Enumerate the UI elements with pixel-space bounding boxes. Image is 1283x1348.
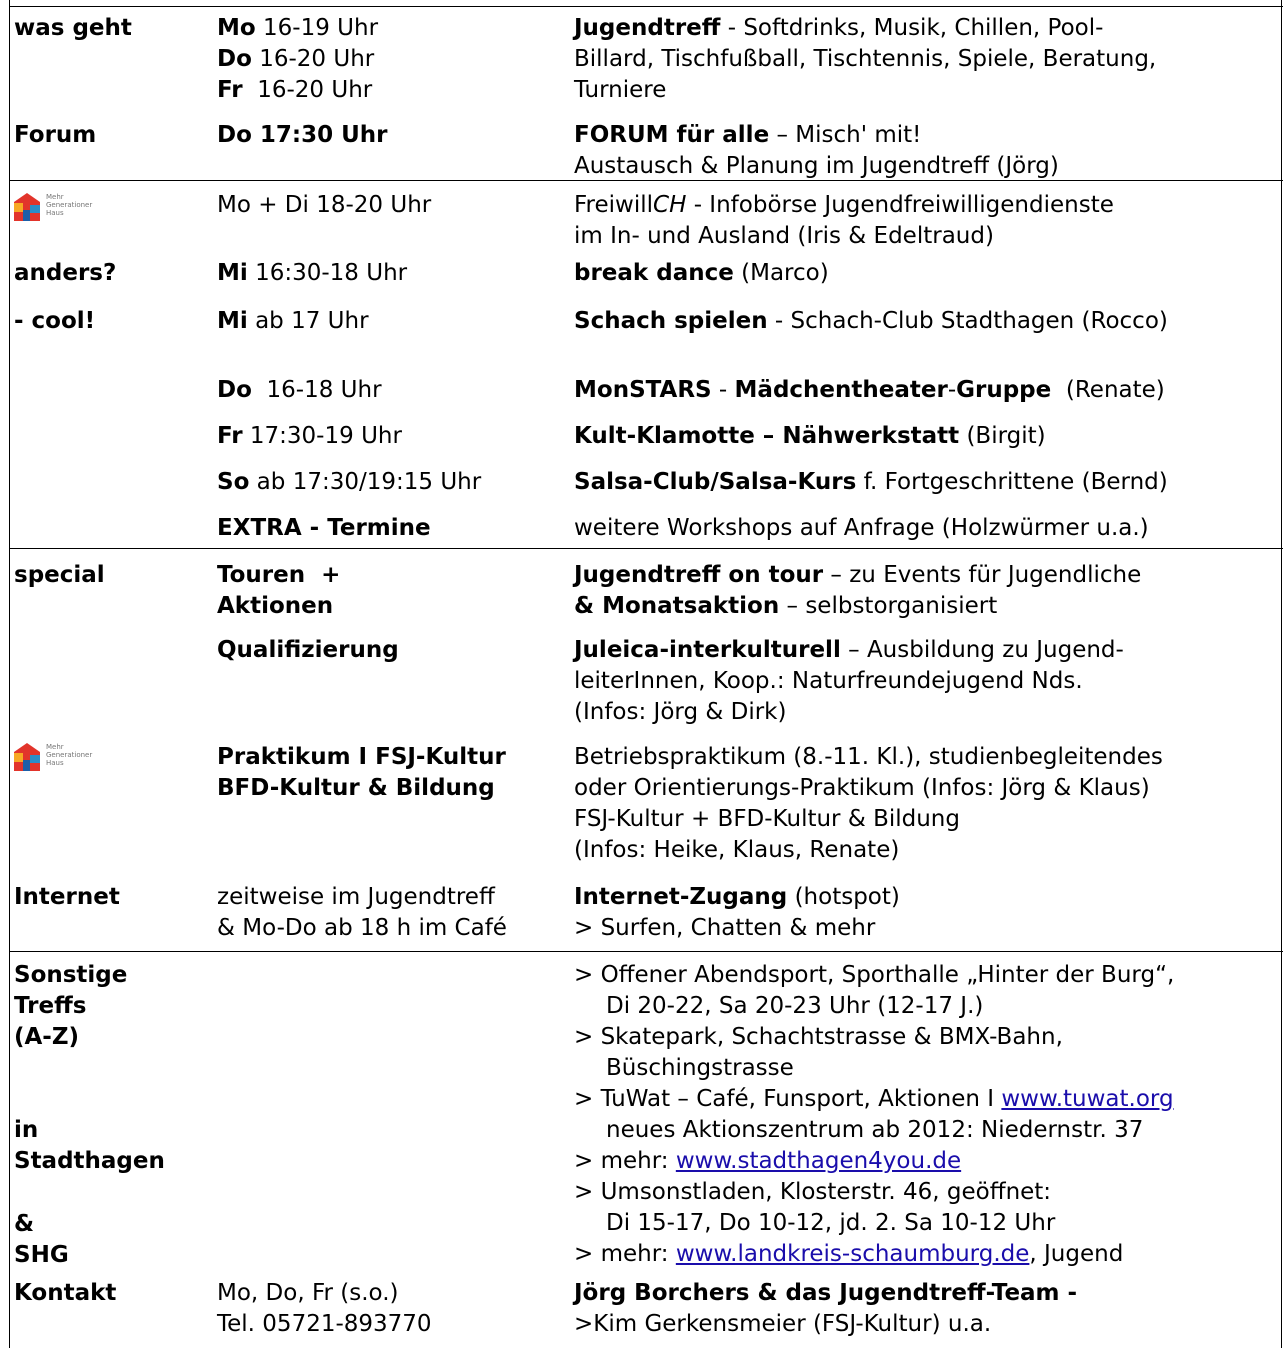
text: – zu Events für Jugendliche [823,562,1142,588]
text: – selbstorganisiert [779,593,998,619]
row-label [14,1115,204,1177]
label-line: SHG [14,1242,69,1268]
schedule: Do 17:30 Uhr [217,122,388,148]
list-item: > TuWat – Café, Funsport, Aktionen I [574,1086,1002,1112]
description [574,421,1279,452]
description [574,258,1279,289]
section-jugendtreff [0,7,1283,180]
desc-line: – Misch' mit! [769,122,922,148]
text: - Schach-Club Stadthagen (Rocco) [767,308,1168,334]
desc-line: Betriebspraktikum (8.-11. Kl.), studienbegleitendes [574,744,1163,770]
row-label [14,960,204,1053]
schedule [217,560,562,622]
time: 16-19 Uhr [263,15,379,41]
text: & Mo-Do ab 18 h im Café [217,915,507,941]
stadthagen4you-link[interactable]: www.stadthagen4you.de [675,1148,962,1174]
title: Salsa-Club/Salsa-Kurs [574,469,857,495]
text: f. Fortgeschrittene (Bernd) [856,469,1168,495]
list-item: > Offener Abendsport, Sporthalle „Hinter der Burg“, [574,962,1175,988]
title: break dance [574,260,734,286]
label-line: (A-Z) [14,1024,80,1050]
text: - Infobörse Jugendfreiwilligendienste [686,192,1114,218]
desc-line: Turniere [574,77,667,103]
logo-line: Mehr [46,193,64,201]
title: Juleica-interkulturell [574,637,841,663]
list-item: > Umsonstladen, Klosterstr. 46, geöffnet: [574,1179,1052,1205]
description [574,13,1279,106]
text: CH [653,192,687,218]
house-icon [14,743,40,771]
schedule: Mo + Di 18-20 Uhr [217,192,432,218]
day-fr: Fr [217,77,243,103]
row-label: Internet [14,884,120,910]
text: - [711,377,735,403]
description [574,742,1279,866]
list-item: Di 15-17, Do 10-12, jd. 2. Sa 10-12 Uhr [606,1210,1056,1236]
desc-line: > Surfen, Chatten & mehr [574,915,876,941]
desc-line: Austausch & Planung im Jugendtreff (Jörg) [574,153,1059,179]
time: 17:30-19 Uhr [242,423,402,449]
desc-line: Billard, Tischfußball, Tischtennis, Spiele, Beratung, [574,46,1157,72]
title: Mädchentheater [734,377,948,403]
label-line: Treffs [14,993,87,1019]
desc-line: FSJ-Kultur + BFD-Kultur & Bildung [574,806,960,832]
label-line: & [14,1211,35,1237]
desc-line: >Kim Gerkensmeier (FSJ-Kultur) u.a. [574,1311,992,1337]
mehrgenerationenhaus-logo [14,193,92,221]
schedule [217,742,562,804]
list-item: > mehr: [574,1148,676,1174]
text: (Renate) [1051,377,1165,403]
schedule [217,1278,562,1340]
time: 16-18 Uhr [251,377,382,403]
logo-line: Haus [46,209,64,217]
text: BFD-Kultur & Bildung [217,775,495,801]
time: ab 17:30/19:15 Uhr [249,469,482,495]
mehrgenerationenhaus-logo [14,743,92,771]
row-label: special [14,562,105,588]
day-mo: Mo [217,15,256,41]
list-item: neues Aktionszentrum ab 2012: Niedernstr. 37 [606,1117,1144,1143]
description [574,190,1279,252]
landkreis-link[interactable]: www.landkreis-schaumburg.de [675,1241,1030,1267]
description [574,635,1279,728]
title: FORUM für alle [574,122,770,148]
text: Mo, Do, Fr (s.o.) [217,1280,399,1306]
title: Kult-Klamotte – Nähwerkstatt [574,423,960,449]
list-item: , Jugend [1029,1241,1124,1267]
schedule [217,13,562,106]
row-label: - cool! [14,308,96,334]
title: Jörg Borchers & das Jugendtreff-Team - [574,1280,1078,1306]
title: Jugendtreff [574,15,721,41]
schedule [217,375,562,406]
title: Internet-Zugang [574,884,788,910]
desc-line: leiterInnen, Koop.: Naturfreundejugend Nds. [574,668,1083,694]
schedule: EXTRA - Termine [217,515,431,541]
tuwat-link[interactable]: www.tuwat.org [1001,1086,1174,1112]
logo-text [46,193,92,217]
text: zeitweise im Jugendtreff [217,884,495,910]
text: (Marco) [733,260,829,286]
row-label [14,1209,204,1271]
phone: Tel. 05721-893770 [217,1311,432,1337]
desc-line: oder Orientierungs-Praktikum (Infos: Jörg & Klaus) [574,775,1150,801]
day: Mi [217,260,248,286]
title: Schach spielen [574,308,768,334]
row-label: Forum [14,122,97,148]
text: - [947,377,957,403]
title: Gruppe [956,377,1052,403]
section-workshops [0,181,1283,548]
list-item: > Skatepark, Schachtstrasse & BMX-Bahn, [574,1024,1063,1050]
day: Mi [217,308,248,334]
logo-line: Generationer [46,201,93,209]
text: – Ausbildung zu Jugend- [840,637,1124,663]
description [574,375,1279,406]
row-label: Kontakt [14,1280,117,1306]
schedule [217,467,562,498]
title: Jugendtreff on tour [574,562,824,588]
schedule [217,258,562,289]
row-label: anders? [14,260,117,286]
section-sonstige [0,952,1283,1348]
schedule [217,421,562,452]
list-item: Büschingstrasse [606,1055,794,1081]
row-label: was geht [14,15,132,41]
text: (hotspot) [787,884,900,910]
time: 16-20 Uhr [257,77,373,103]
label-line: Sonstige [14,962,128,988]
logo-line: Generationer [46,751,93,759]
description [574,467,1279,498]
day: So [217,469,250,495]
label-line: in [14,1117,39,1143]
day: Fr [217,423,243,449]
text: Freiwill [574,192,654,218]
text: Touren + [217,562,341,588]
text: Aktionen [217,593,334,619]
text: Praktikum I FSJ-Kultur [217,744,506,770]
logo-line: Mehr [46,743,64,751]
logo-line: Haus [46,759,64,767]
logo-text [46,743,92,767]
section-special [0,549,1283,951]
desc-line: im In- und Ausland (Iris & Edeltraud) [574,223,994,249]
desc-line: (Infos: Heike, Klaus, Renate) [574,837,900,863]
text: (Birgit) [959,423,1046,449]
day-do: Do [217,46,252,72]
label-line: Stadthagen [14,1148,165,1174]
time: ab 17 Uhr [247,308,369,334]
schedule [217,306,562,337]
list-item: Di 20-22, Sa 20-23 Uhr (12-17 J.) [606,993,984,1019]
schedule [217,882,562,944]
title: & Monatsaktion [574,593,780,619]
time: 16-20 Uhr [259,46,375,72]
description [574,882,1279,944]
house-icon [14,193,40,221]
list-item: > mehr: [574,1241,676,1267]
description [574,306,1279,337]
schedule: Qualifizierung [217,637,399,663]
description [574,560,1279,622]
time: 16:30-18 Uhr [247,260,408,286]
description [574,1278,1279,1340]
description: weitere Workshops auf Anfrage (Holzwürmer u.a.) [574,515,1149,541]
title: MonSTARS [574,377,712,403]
treffs-list [574,960,1279,1270]
day: Do [217,377,252,403]
desc-line: (Infos: Jörg & Dirk) [574,699,787,725]
desc-line: - Softdrinks, Musik, Chillen, Pool- [720,15,1104,41]
description [574,120,1279,180]
